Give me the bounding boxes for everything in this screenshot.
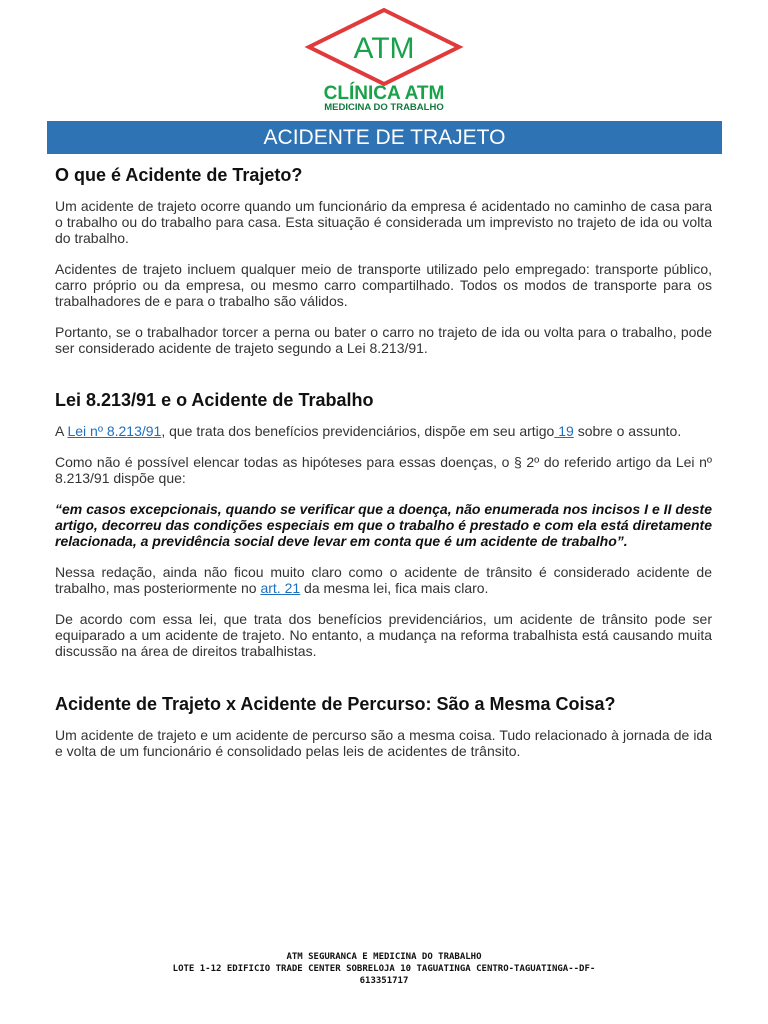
text-fragment: sobre o assunto.	[573, 423, 682, 439]
section-heading-law: Lei 8.213/91 e o Acidente de Trabalho	[55, 390, 374, 410]
title-banner: ACIDENTE DE TRAJETO	[47, 121, 722, 154]
article-21-link[interactable]: art. 21	[260, 580, 301, 596]
logo-tagline: MEDICINA DO TRABALHO	[324, 102, 444, 113]
footer-company: ATM SEGURANCA E MEDICINA DO TRABALHO	[286, 952, 482, 962]
paragraph-law-intro	[55, 423, 712, 439]
law-link[interactable]: Lei nº 8.213/91	[67, 423, 162, 439]
section-heading-what-is: O que é Acidente de Trajeto?	[55, 165, 303, 185]
paragraph: Portanto, se o trabalhador torcer a perna ou bater o carro no trajeto de ida ou volta para o trabalho, pode ser considerado acidente de trajeto segundo a Lei 8.213/91.	[55, 324, 712, 356]
paragraph: De acordo com essa lei, que trata dos benefícios previdenciários, um acidente de trânsito pode ser equiparado a um acidente de trajeto. No entanto, a mudança na reforma trabalhista está causando muita discussão na área de direitos trabalhistas.	[55, 611, 712, 659]
footer-phone: 613351717	[359, 976, 409, 986]
paragraph-article-21	[55, 564, 712, 596]
law-quote: “em casos excepcionais, quando se verificar que a doença, não enumerada nos incisos I e II deste artigo, decorreu das condições especiais em que o trabalho é prestado e com ela está diretamente relacionada, a previdência social deve levar em conta que é um acidente de trabalho”.	[55, 501, 712, 549]
paragraph: Um acidente de trajeto ocorre quando um funcionário da empresa é acidentado no caminho de casa para o trabalho ou do trabalho para casa. Esta situação é considerada um imprevisto no trajeto de ida ou volta do trabalho.	[55, 198, 712, 246]
section-heading-comparison: Acidente de Trajeto x Acidente de Percurso: São a Mesma Coisa?	[55, 694, 616, 714]
text-fragment: Nessa redação, ainda não ficou muito claro como o acidente de trânsito é considerado acidente de trabalho, mas posteriormente no	[55, 564, 712, 596]
paragraph: Acidentes de trajeto incluem qualquer meio de transporte utilizado pelo empregado: transporte público, carro próprio ou da empresa, ou mesmo carro compartilhado. Todos os modos de transporte para os trabalhadores de e para o trabalho são válidos.	[55, 261, 712, 309]
logo-name: CLÍNICA ATM	[323, 83, 445, 104]
clinic-logo	[0, 6, 768, 116]
article-body	[55, 164, 712, 759]
page-footer	[0, 951, 768, 987]
text-fragment: A	[55, 423, 68, 439]
paragraph: Como não é possível elencar todas as hipóteses para essas doenças, o § 2º do referido artigo da Lei nº 8.213/91 dispõe que:	[55, 454, 712, 486]
text-fragment: da mesma lei, fica mais claro.	[300, 580, 489, 596]
article-19-link[interactable]: 19	[554, 423, 574, 439]
logo-mark: ATM	[353, 32, 415, 65]
footer-address: LOTE 1-12 EDIFICIO TRADE CENTER SOBRELOJA 10 TAGUATINGA CENTRO-TAGUATINGA--DF-	[172, 964, 596, 974]
text-fragment: , que trata dos benefícios previdenciários, dispõe em seu artigo	[161, 423, 555, 439]
paragraph: Um acidente de trajeto e um acidente de percurso são a mesma coisa. Tudo relacionado à jornada de ida e volta de um funcionário é consolidado pelas leis de acidentes de trânsito.	[55, 727, 712, 759]
